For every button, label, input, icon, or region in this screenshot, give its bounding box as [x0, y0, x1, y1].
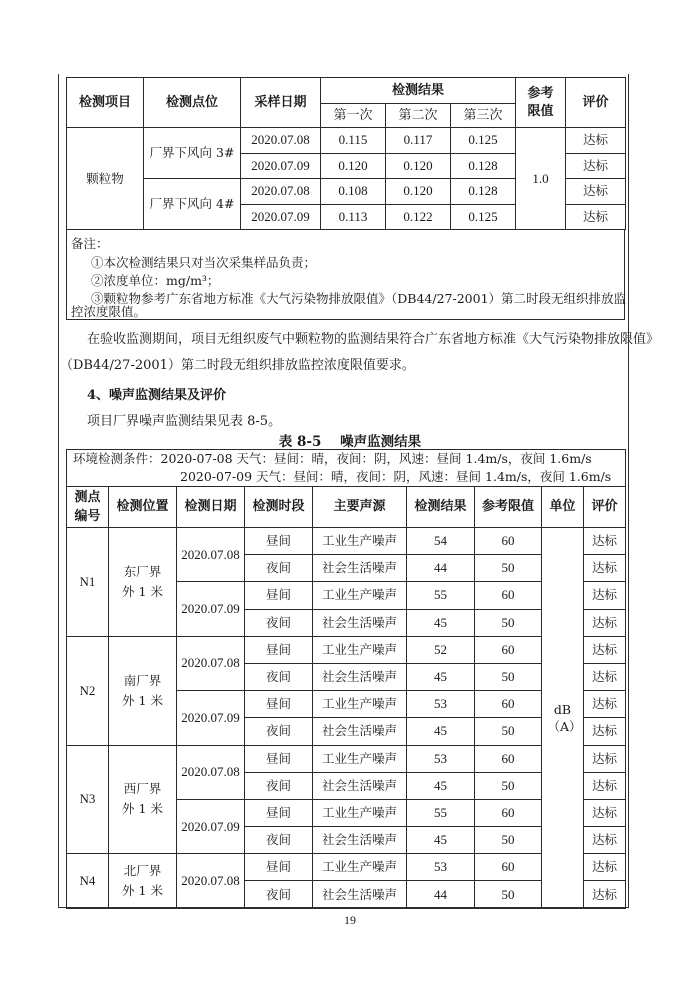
- result-cell: 0.120: [386, 153, 451, 179]
- limit-cell: 60: [475, 799, 542, 826]
- station-location: [109, 745, 177, 854]
- result-cell: 45: [407, 609, 475, 636]
- header-row: [67, 487, 626, 528]
- station-id: N3: [67, 745, 109, 854]
- conditions-line: 2020-07-09 天气：昼间：晴，夜间：阴，风速：昼间 1.4m/s，夜间 1.6m/s: [67, 468, 626, 487]
- station-location-text: 南厂界外 1 米: [122, 672, 163, 708]
- eval-cell: 达标: [566, 153, 626, 179]
- result-cell: 53: [407, 691, 475, 718]
- item-name: 颗粒物: [67, 128, 144, 230]
- note-item: ③颗粒物参考广东省地方标准《大气污染物排放限值》（DB44/27-2001）第二时段无组织排放监: [91, 291, 627, 306]
- header-limit: [516, 78, 566, 128]
- period-cell: 夜间: [245, 609, 313, 636]
- point-name: 厂界下风向 3#: [144, 128, 241, 179]
- section-heading: 4、噪声监测结果及评价: [87, 388, 227, 403]
- result-cell: 45: [407, 772, 475, 799]
- result-cell: 44: [407, 555, 475, 582]
- eval-cell: 达标: [584, 609, 626, 636]
- eval-cell: 达标: [584, 854, 626, 881]
- note-item: ②浓度单位：mg/m³；: [91, 273, 220, 288]
- notes-box: [66, 230, 625, 320]
- station-location: [109, 528, 177, 637]
- period-cell: 昼间: [245, 528, 313, 555]
- conditions-line: 环境检测条件：2020-07-08 天气：昼间：晴，夜间：阴，风速：昼间 1.4m/s，夜间 1.6m/s: [67, 450, 626, 469]
- eval-cell: 达标: [584, 636, 626, 663]
- limit-cell: 60: [475, 745, 542, 772]
- result-cell: 0.108: [321, 179, 386, 205]
- period-cell: 昼间: [245, 854, 313, 881]
- station-location: [109, 854, 177, 908]
- result-cell: 0.113: [321, 204, 386, 230]
- particulate-table: [66, 77, 626, 230]
- header-unit: 单位: [542, 487, 584, 528]
- limit-cell: 50: [475, 609, 542, 636]
- header-eval: 评价: [584, 487, 626, 528]
- result-cell: 53: [407, 854, 475, 881]
- table-row: [67, 528, 626, 555]
- result-cell: 0.115: [321, 128, 386, 154]
- source-cell: 社会生活噪声: [313, 555, 407, 582]
- result-cell: 0.128: [451, 179, 516, 205]
- eval-cell: 达标: [584, 718, 626, 745]
- station-id: N1: [67, 528, 109, 637]
- result-cell: 0.120: [386, 179, 451, 205]
- date-cell: 2020.07.09: [177, 799, 245, 853]
- result-cell: 45: [407, 718, 475, 745]
- result-cell: 0.125: [451, 128, 516, 154]
- header-eval: 评价: [566, 78, 626, 128]
- result-cell: 45: [407, 827, 475, 854]
- eval-cell: 达标: [566, 179, 626, 205]
- header-first: 第一次: [321, 104, 386, 128]
- period-cell: 夜间: [245, 663, 313, 690]
- header-id: [67, 487, 109, 528]
- limit-cell: 50: [475, 555, 542, 582]
- source-cell: 社会生活噪声: [313, 827, 407, 854]
- conditions-row: [67, 450, 626, 469]
- result-cell: 54: [407, 528, 475, 555]
- noise-table: [66, 449, 626, 909]
- eval-cell: 达标: [584, 827, 626, 854]
- result-cell: 0.125: [451, 204, 516, 230]
- period-cell: 昼间: [245, 582, 313, 609]
- source-cell: 社会生活噪声: [313, 663, 407, 690]
- limit-cell: 60: [475, 528, 542, 555]
- eval-cell: 达标: [584, 582, 626, 609]
- period-cell: 昼间: [245, 799, 313, 826]
- eval-cell: 达标: [584, 663, 626, 690]
- limit-cell: 1.0: [516, 128, 566, 230]
- limit-cell: 50: [475, 827, 542, 854]
- eval-cell: 达标: [584, 772, 626, 799]
- source-cell: 社会生活噪声: [313, 772, 407, 799]
- date-cell: 2020.07.08: [177, 528, 245, 582]
- date-cell: 2020.07.08: [241, 179, 321, 205]
- source-cell: 工业生产噪声: [313, 636, 407, 663]
- period-cell: 夜间: [245, 827, 313, 854]
- station-location-text: 北厂界外 1 米: [122, 862, 163, 898]
- date-cell: 2020.07.08: [241, 128, 321, 154]
- period-cell: 夜间: [245, 555, 313, 582]
- header-results: 检测结果: [321, 78, 516, 104]
- station-location-text: 东厂界外 1 米: [122, 563, 163, 599]
- period-cell: 夜间: [245, 881, 313, 908]
- note-item: ①本次检测结果只对当次采集样品负责；: [91, 255, 317, 270]
- result-cell: 0.122: [386, 204, 451, 230]
- note-item: 控浓度限值。: [71, 304, 147, 319]
- period-cell: 昼间: [245, 691, 313, 718]
- date-cell: 2020.07.09: [177, 691, 245, 745]
- page-number: 19: [344, 913, 356, 927]
- station-id: N2: [67, 636, 109, 745]
- result-cell: 55: [407, 799, 475, 826]
- station-id: N4: [67, 854, 109, 908]
- date-cell: 2020.07.09: [241, 204, 321, 230]
- limit-cell: 60: [475, 582, 542, 609]
- header-item: 检测项目: [67, 78, 144, 128]
- result-cell: 0.120: [321, 153, 386, 179]
- table-row: [67, 128, 626, 154]
- header-location: 检测位置: [109, 487, 177, 528]
- station-location-text: 西厂界外 1 米: [122, 781, 163, 817]
- header-date: 检测日期: [177, 487, 245, 528]
- eval-cell: 达标: [584, 881, 626, 908]
- result-cell: 45: [407, 663, 475, 690]
- paragraph-line: 在验收监测期间，项目无组织废气中颗粒物的监测结果符合广东省地方标准《大气污染物排放限值》: [87, 332, 660, 347]
- paragraph-line: 项目厂界噪声监测结果见表 8-5。: [87, 414, 282, 429]
- result-cell: 55: [407, 582, 475, 609]
- source-cell: 工业生产噪声: [313, 528, 407, 555]
- source-cell: 工业生产噪声: [313, 799, 407, 826]
- eval-cell: 达标: [584, 799, 626, 826]
- result-cell: 0.128: [451, 153, 516, 179]
- header-date: 采样日期: [241, 78, 321, 128]
- header-id-text: 测点编号: [74, 490, 101, 524]
- limit-cell: 60: [475, 636, 542, 663]
- result-cell: 52: [407, 636, 475, 663]
- limit-cell: 50: [475, 718, 542, 745]
- limit-cell: 60: [475, 691, 542, 718]
- period-cell: 昼间: [245, 745, 313, 772]
- header-limit-text: 参考限值: [527, 85, 554, 119]
- header-source: 主要声源: [313, 487, 407, 528]
- date-cell: 2020.07.09: [241, 153, 321, 179]
- source-cell: 社会生活噪声: [313, 609, 407, 636]
- limit-cell: 50: [475, 881, 542, 908]
- unit-cell: [542, 528, 584, 909]
- eval-cell: 达标: [566, 204, 626, 230]
- unit-text: dB（A）: [547, 701, 582, 734]
- result-cell: 53: [407, 745, 475, 772]
- header-limit: 参考限值: [475, 487, 542, 528]
- header-result: 检测结果: [407, 487, 475, 528]
- paragraph-line: （DB44/27-2001）第二时段无组织排放监控浓度限值要求。: [60, 358, 415, 373]
- date-cell: 2020.07.08: [177, 636, 245, 690]
- station-location: [109, 636, 177, 745]
- period-cell: 夜间: [245, 718, 313, 745]
- notes-title: 备注：: [71, 236, 109, 251]
- eval-cell: 达标: [584, 745, 626, 772]
- eval-cell: 达标: [584, 555, 626, 582]
- result-cell: 0.117: [386, 128, 451, 154]
- header-point: 检测点位: [144, 78, 241, 128]
- header-second: 第二次: [386, 104, 451, 128]
- eval-cell: 达标: [584, 691, 626, 718]
- source-cell: 工业生产噪声: [313, 854, 407, 881]
- point-name: 厂界下风向 4#: [144, 179, 241, 230]
- source-cell: 社会生活噪声: [313, 881, 407, 908]
- date-cell: 2020.07.09: [177, 582, 245, 636]
- limit-cell: 60: [475, 854, 542, 881]
- source-cell: 工业生产噪声: [313, 745, 407, 772]
- conditions-row: [67, 468, 626, 487]
- limit-cell: 50: [475, 663, 542, 690]
- source-cell: 社会生活噪声: [313, 718, 407, 745]
- eval-cell: 达标: [584, 528, 626, 555]
- period-cell: 昼间: [245, 636, 313, 663]
- date-cell: 2020.07.08: [177, 854, 245, 908]
- source-cell: 工业生产噪声: [313, 582, 407, 609]
- limit-cell: 50: [475, 772, 542, 799]
- result-cell: 44: [407, 881, 475, 908]
- period-cell: 夜间: [245, 772, 313, 799]
- table-caption: 表 8-5 噪声监测结果: [278, 434, 422, 450]
- header-third: 第三次: [451, 104, 516, 128]
- eval-cell: 达标: [566, 128, 626, 154]
- source-cell: 工业生产噪声: [313, 691, 407, 718]
- header-period: 检测时段: [245, 487, 313, 528]
- date-cell: 2020.07.08: [177, 745, 245, 799]
